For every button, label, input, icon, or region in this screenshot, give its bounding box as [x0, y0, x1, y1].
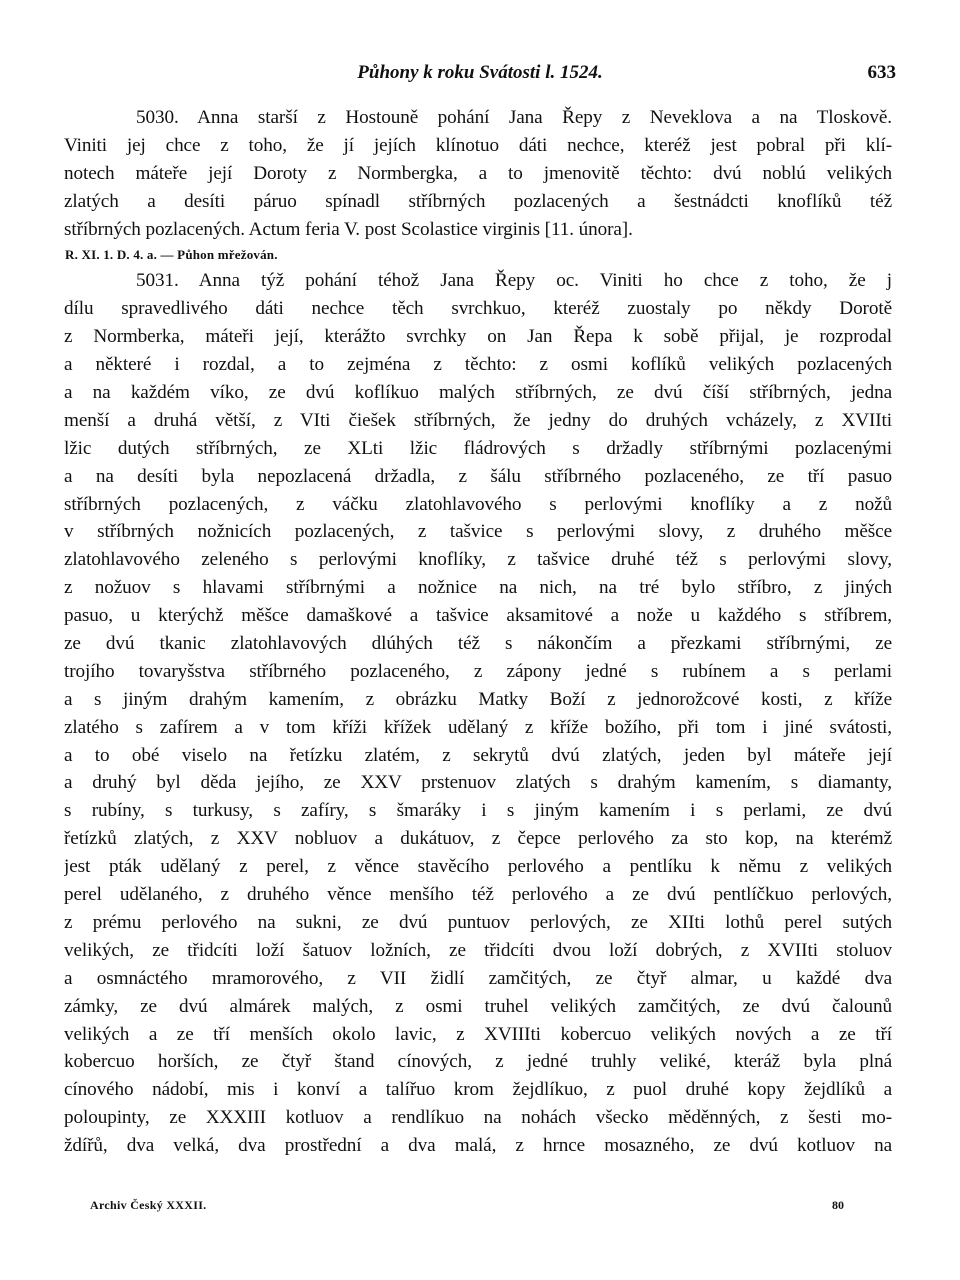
text-line: kobercuo horších, ze čtyř štand cínových, z jedné truhly veliké, kteráž byla plná — [64, 1051, 892, 1073]
text-line: zlatohlavového zeleného s perlovými knoflíky, z tašvice druhé též s perlovými slovy, — [64, 549, 892, 571]
text-line: jest pták udělaný z perel, z věnce stavěcího perlového a pentlíku k němu z velikých — [64, 856, 892, 878]
text-line: notech máteře její Doroty z Normbergka, a to jmenovitě těchto: dvú noblú velikých — [64, 162, 892, 184]
text-line: 5031. Anna týž pohání téhož Jana Řepy oc. Viniti ho chce z toho, že j — [136, 270, 892, 292]
text-line: a některé i rozdal, a to zejména z těchto: z osmi koflíků velikých pozlacených — [64, 354, 892, 376]
text-line: z prému perlového na sukni, ze dvú puntuov perlových, ze XIIti lothů perel sutých — [64, 911, 892, 933]
text-line: stříbrných pozlacených, z váčku zlatohlavového s perlovými knoflíky a z nožů — [64, 493, 892, 515]
text-line: zlatého s zafírem a v tom kříži křížek udělaný z kříže božího, při tom i jiné svátosti, — [64, 716, 892, 738]
text-line: trojího tovaryšstva stříbrného pozlaceného, z zápony jedné s rubínem a s perlami — [64, 660, 892, 682]
body-text — [64, 104, 892, 1160]
text-line: cínového nádobí, mis i konví a talířuo krom žejdlíkuo, z puol druhé kopy žejdlíků a — [64, 1079, 892, 1101]
text-line: a to obé viselo na řetízku zlatém, z sekrytů dvú zlatých, jeden byl máteře její — [64, 744, 892, 766]
text-line: zlatých a desíti páruo spínadl stříbrných pozlacených a šestnádcti knoflíků též — [64, 190, 892, 212]
text-line: a na desíti byla nepozlacená držadla, z šálu stříbrného pozlaceného, ze tří pasuo — [64, 465, 892, 487]
text-line: velikých, ze třidcíti loží šatuov ložních, ze třidcíti dvou loží dobrých, z XVIIti stoluov — [64, 939, 892, 961]
page-number: 633 — [867, 62, 896, 83]
text-line: menší a druhá větší, z VIti čiešek stříbrných, že jedny do druhých vcházely, z XVIIti — [64, 409, 892, 431]
text-line: Viniti jej chce z toho, že jí jejích klínotuo dáti nechce, kteréž jest pobral při klí- — [64, 134, 892, 156]
text-line: stříbrných pozlacených. Actum feria V. post Scolastice virginis [11. února]. — [64, 218, 633, 240]
source-note: R. XI. 1. D. 4. a. — Půhon mřežován. — [65, 247, 278, 263]
text-line: lžic dutých stříbrných, ze XLti lžic fládrových s držadly stříbrnými pozlacenými — [64, 437, 892, 459]
text-line: a na každém víko, ze dvú koflíkuo malých stříbrných, ze dvú číší stříbrných, jedna — [64, 382, 892, 404]
text-line: pasuo, u kterýchž měšce damaškové a tašvice aksamitové a nože u každého s stříbrem, — [64, 605, 892, 627]
text-line: dílu spravedlivého dáti nechce těch svrchkuo, kteréž zuostaly po někdy Dorotě — [64, 298, 892, 320]
text-line: 5030. Anna starší z Hostouně pohání Jana Řepy z Neveklova a na Tloskově. — [136, 107, 892, 128]
text-line: zámky, ze dvú almárek malých, z osmi truhel velikých zamčitých, ze dvú čalounů — [64, 995, 892, 1017]
text-line: poloupinty, ze XXXIII kotluov a rendlíkuo na nohách všecko měděnných, z šesti mo- — [64, 1107, 892, 1129]
text-line: ze dvú tkanic zlatohlavových dlúhých též s nákončím a přezkami stříbrnými, ze — [64, 633, 892, 655]
running-header: Půhony k roku Svátosti l. 1524. — [357, 62, 603, 83]
text-line: a osmnáctého mramorového, z VII židlí zamčitých, ze čtyř almar, u každé dva — [64, 967, 892, 989]
text-line: v stříbrných nožnicích pozlacených, z tašvice s perlovými slovy, z druhého měšce — [64, 521, 892, 543]
text-line: a druhý byl děda jejího, ze XXV prstenuov zlatých s drahým kamením, s diamanty, — [64, 772, 892, 794]
text-line: řetízků zlatých, z XXV nobluov a dukátuov, z čepce perlového za sto kop, na kterémž — [64, 828, 892, 850]
text-line: z nožuov s hlavami stříbrnými a nožnice na nich, na tré bylo stříbro, z jiných — [64, 577, 892, 599]
text-line: a s jiným drahým kamením, z obrázku Matky Boží z jednorožcové kosti, z kříže — [64, 688, 892, 710]
text-line: velikých a ze tří menších okolo lavic, z XVIIIti kobercuo velikých nových a ze tří — [64, 1023, 892, 1045]
footer-sheet-number: 80 — [832, 1198, 844, 1212]
footer-signature: Archiv Český XXXII. — [90, 1198, 207, 1212]
text-line: ždířů, dva velká, dva prostřední a dva malá, z hrnce mosazného, ze dvú kotluov na — [64, 1135, 892, 1157]
text-line: z Normberka, máteři její, kterážto svrchky on Jan Řepa k sobě přijal, je rozprodal — [64, 326, 892, 348]
text-line: s rubíny, s turkusy, s zafíry, s šmaráky i s jiným kamením i s perlami, ze dvú — [64, 800, 892, 822]
text-line: perel udělaného, z druhého věnce menšího též perlového a ze dvú pentlíčkuo perlových, — [64, 884, 892, 906]
